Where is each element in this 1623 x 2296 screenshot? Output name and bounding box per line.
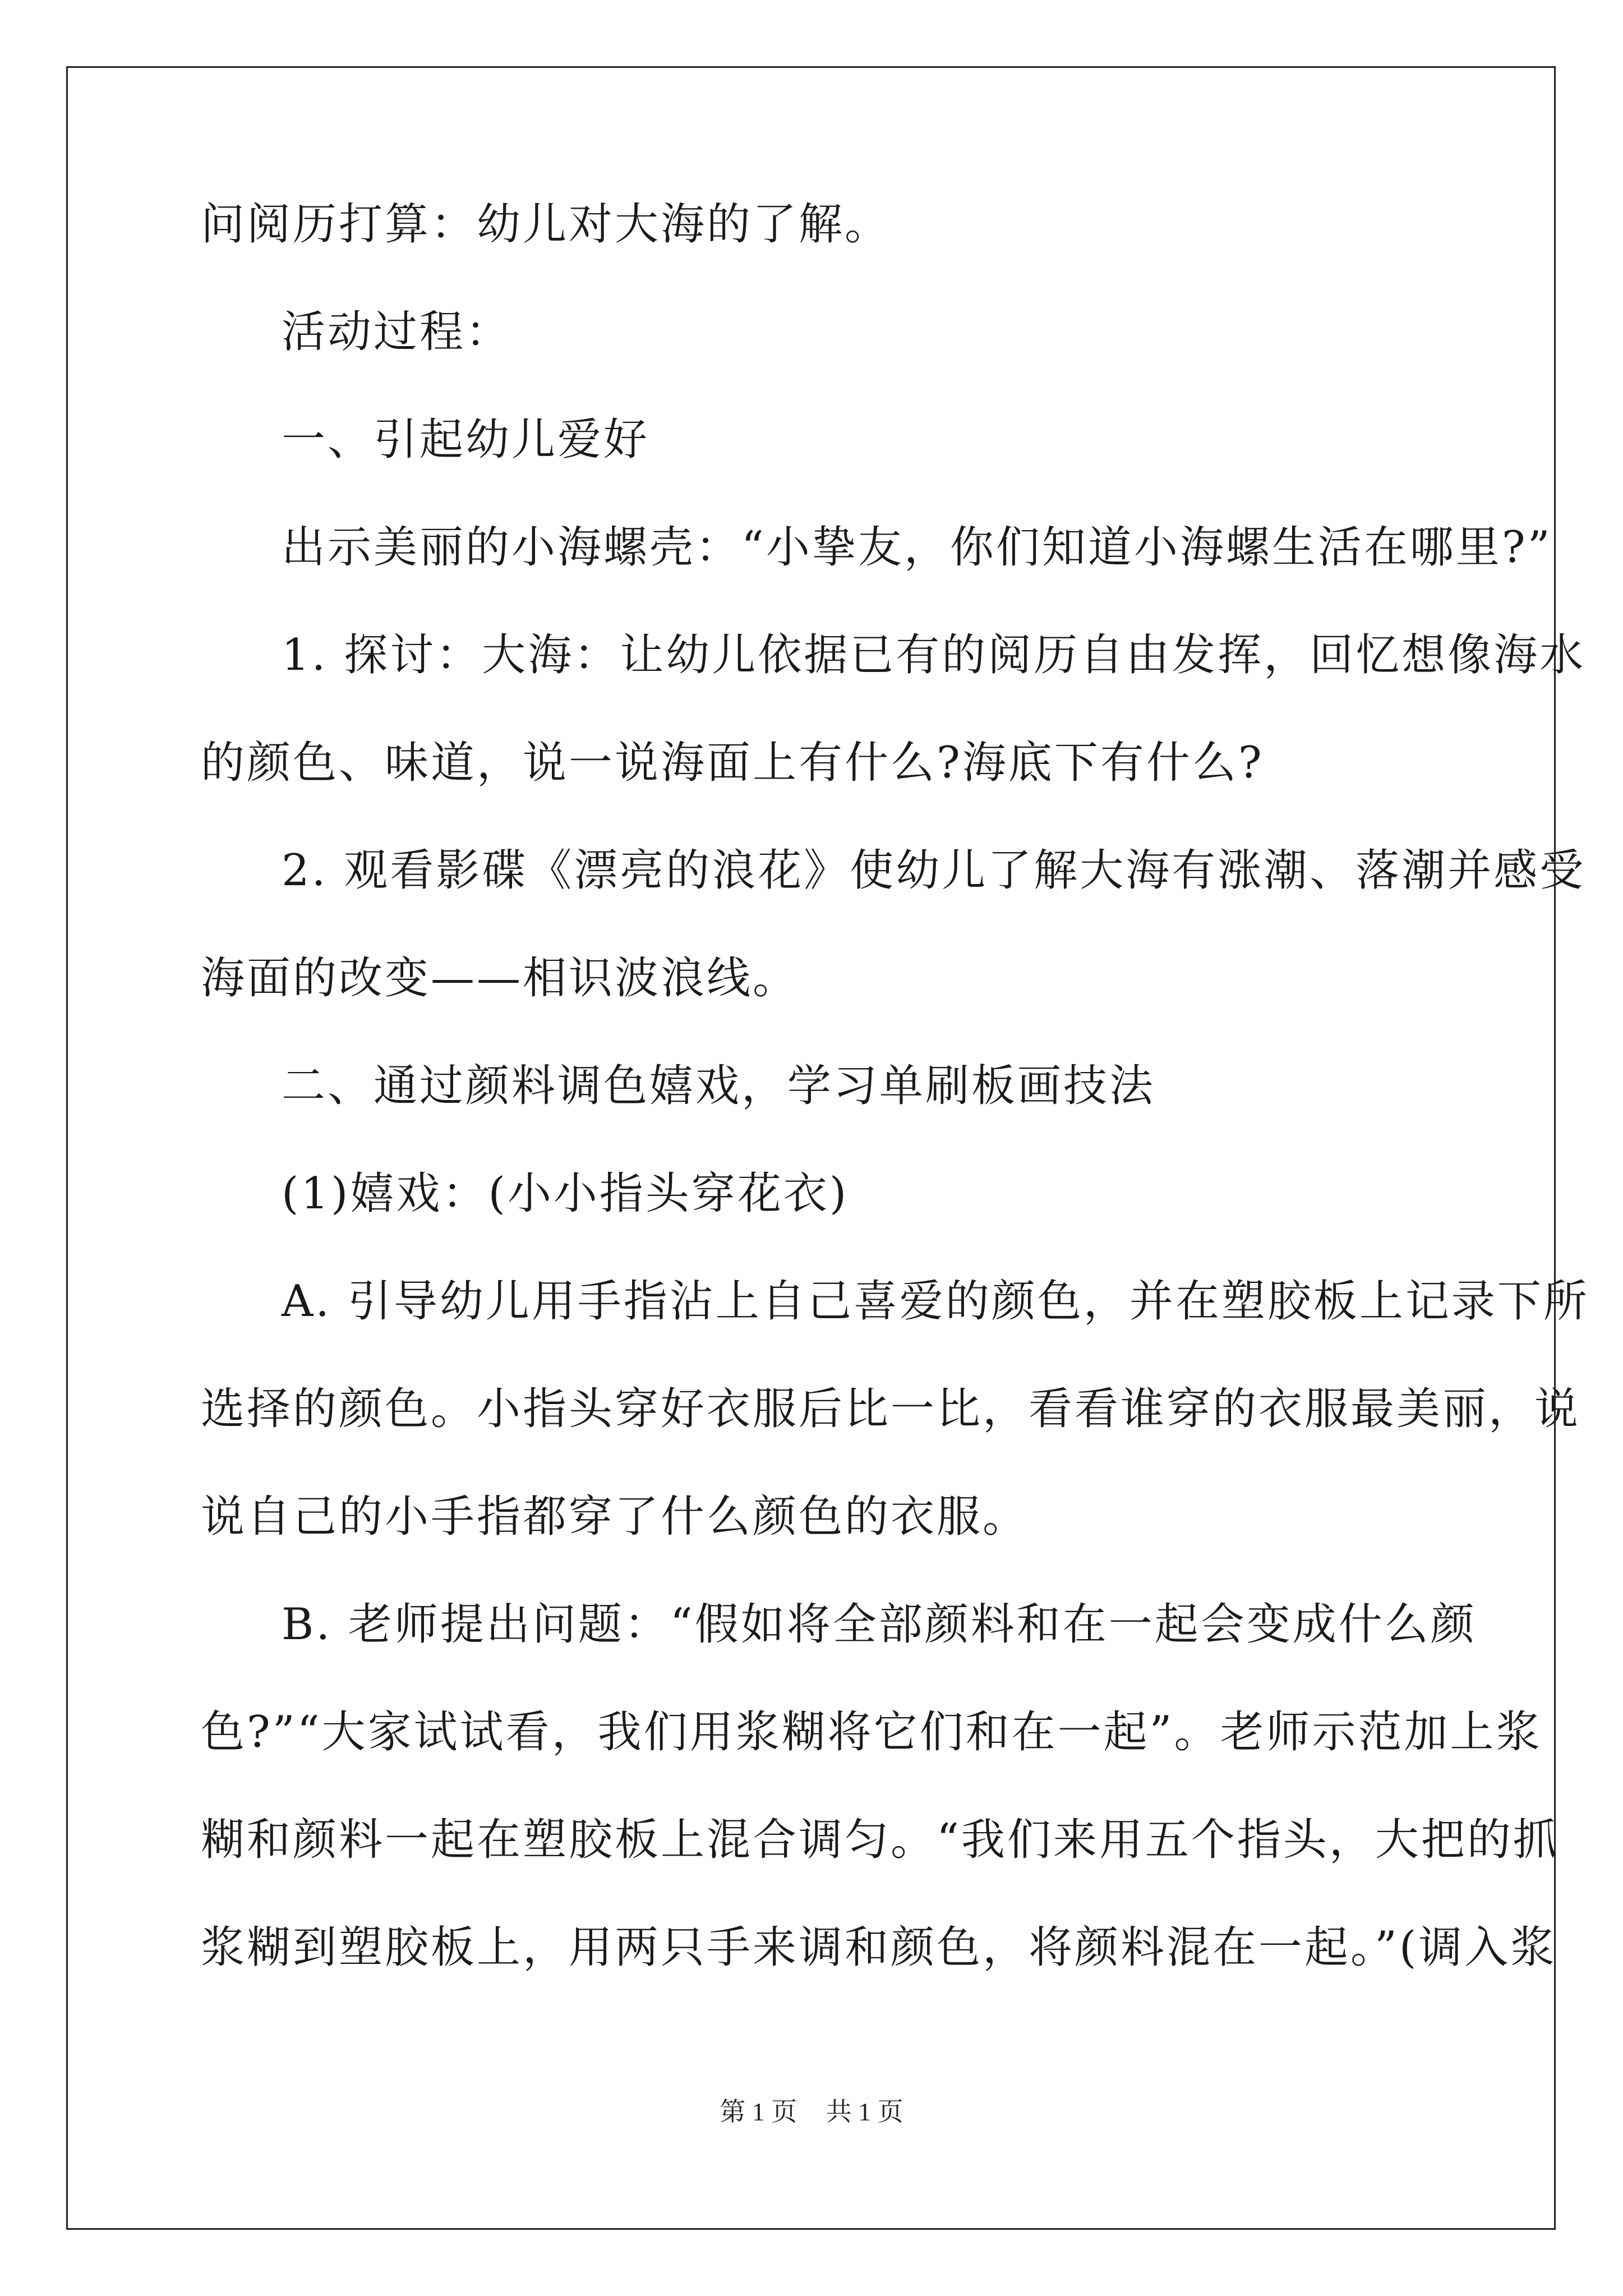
text-line: A. 引导幼儿用手指沾上自己喜爱的颜色，并在塑胶板上记录下所 xyxy=(282,1276,1589,1327)
page-total: 共 1 页 xyxy=(826,2097,903,2126)
text-line: 色?”“大家试试看，我们用浆糊将它们和在一起”。老师示范加上浆 xyxy=(201,1707,1542,1757)
text-line: 的颜色、味道，说一说海面上有什么?海底下有什么? xyxy=(201,738,1264,788)
text-line: 二、通过颜料调色嬉戏，学习单刷板画技法 xyxy=(282,1061,1156,1111)
page-current: 第 1 页 xyxy=(720,2097,797,2126)
text-line: 问阅历打算：幼儿对大海的了解。 xyxy=(201,199,891,250)
text-line: 活动过程： xyxy=(282,307,512,357)
text-line: 2. 观看影碟《漂亮的浪花》使幼儿了解大海有涨潮、落潮并感受 xyxy=(282,845,1586,896)
text-line: 选择的颜色。小指头穿好衣服后比一比，看看谁穿的衣服最美丽，说 xyxy=(201,1384,1581,1434)
text-line: 浆糊到塑胶板上，用两只手来调和颜色，将颜料混在一起。”(调入浆 xyxy=(201,1922,1557,1973)
page-border xyxy=(66,66,1556,2230)
text-line: 糊和颜料一起在塑胶板上混合调匀。“我们来用五个指头，大把的抓 xyxy=(201,1815,1559,1865)
text-line: B. 老师提出问题：“假如将全部颜料和在一起会变成什么颜 xyxy=(282,1599,1477,1650)
text-line: 海面的改变——相识波浪线。 xyxy=(201,953,799,1004)
page-footer xyxy=(0,2095,1623,2129)
text-line: 1. 探讨：大海：让幼儿依据已有的阅历自由发挥，回忆想像海水 xyxy=(282,630,1586,680)
text-line: 说自己的小手指都穿了什么颜色的衣服。 xyxy=(201,1492,1029,1542)
text-line: 出示美丽的小海螺壳：“小挚友，你们知道小海螺生活在哪里?” xyxy=(282,522,1552,573)
text-line: (1)嬉戏：(小小指头穿花衣) xyxy=(282,1168,849,1219)
text-line: 一、引起幼儿爱好 xyxy=(282,415,650,465)
